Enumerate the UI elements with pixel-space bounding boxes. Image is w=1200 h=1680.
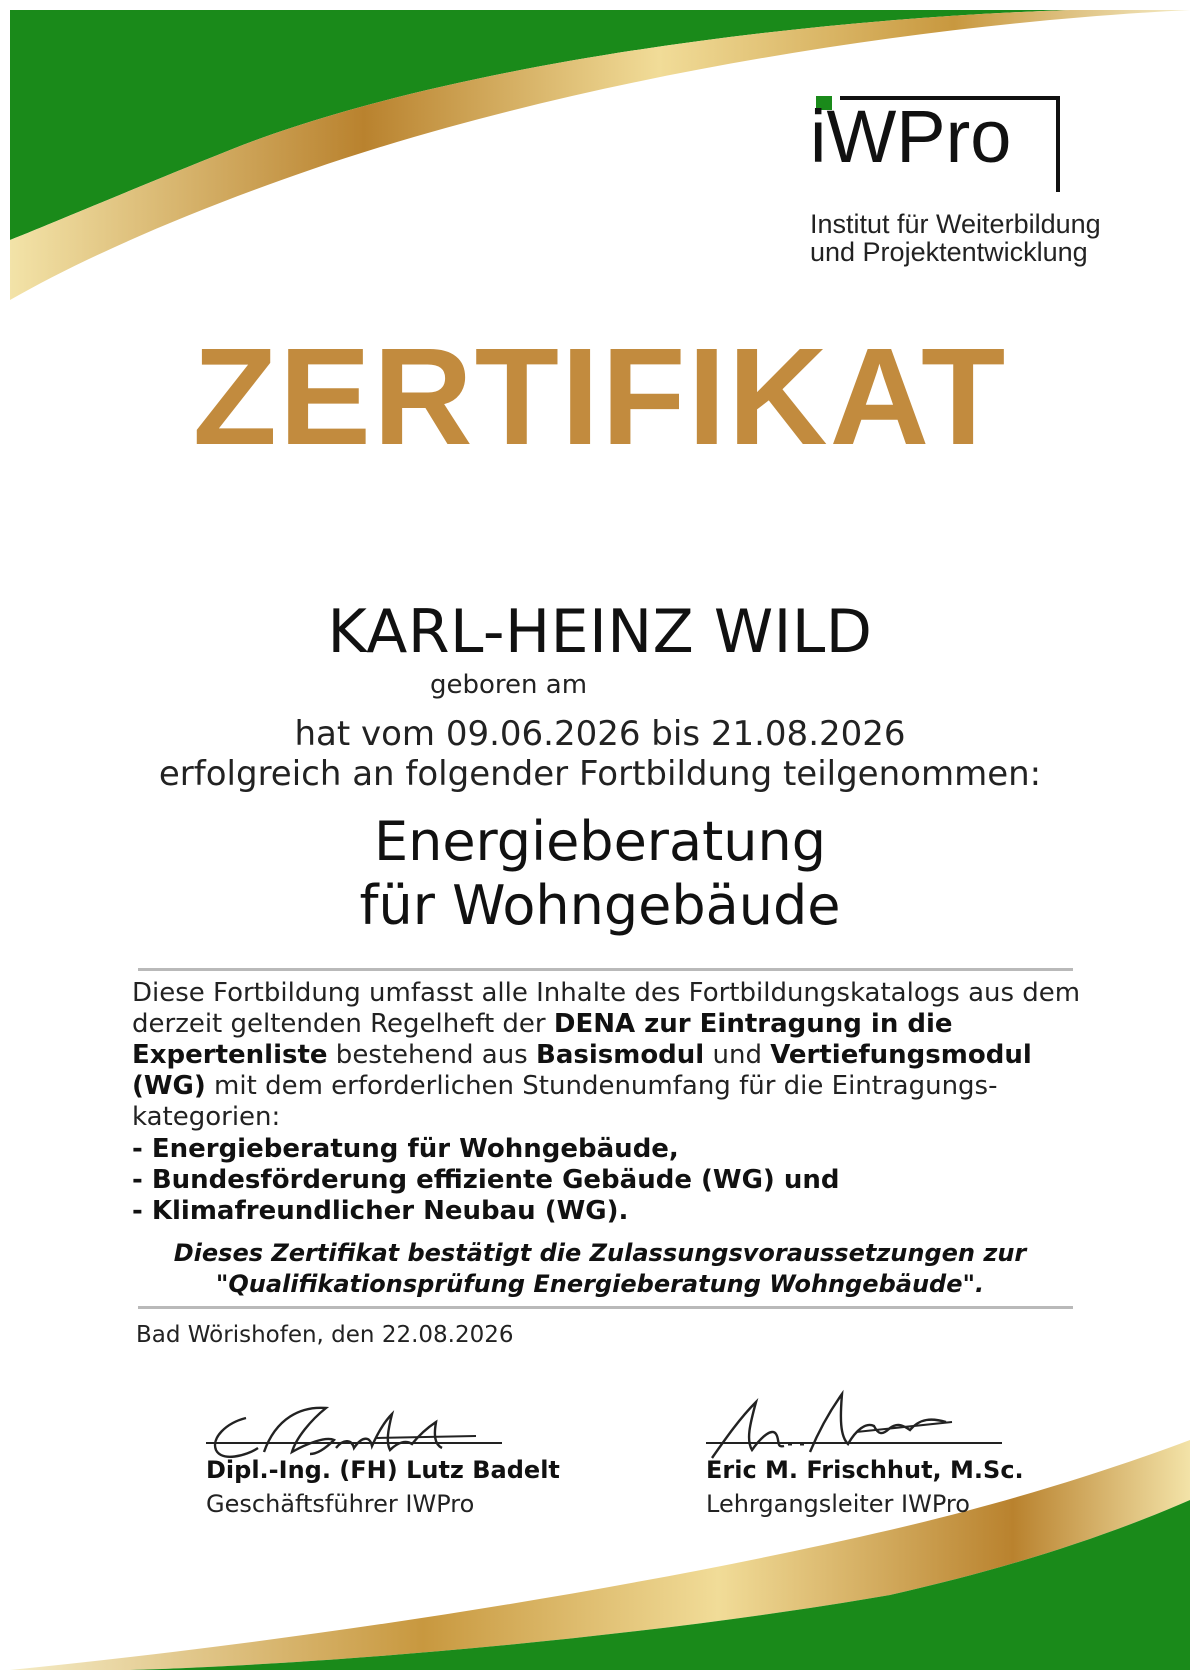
signer-role-left: Geschäftsführer IWPro bbox=[206, 1490, 475, 1518]
course-period: hat vom 09.06.2026 bis 21.08.2026 bbox=[294, 714, 906, 754]
signer-name-left: Dipl.-Ing. (FH) Lutz Badelt bbox=[206, 1456, 560, 1484]
course-description: Diese Fortbildung umfasst alle Inhalte des Fortbildungskatalogs aus dem derzeit geltenden Regelheft der DENA zur Eintragung in die Expertenliste bestehend aus Basismodul und Vertiefungsmodul (WG) mit dem erforderlichen Stundenumfang für die Eintragungs-kategorien: bbox=[132, 978, 1081, 1132]
logo-frame-right bbox=[1056, 96, 1060, 192]
divider-bottom bbox=[138, 1306, 1073, 1309]
place-and-date: Bad Wörishofen, den 22.08.2026 bbox=[136, 1322, 514, 1348]
signer-role-right: Lehrgangsleiter IWPro bbox=[706, 1490, 970, 1518]
category-list bbox=[132, 1134, 1082, 1227]
recipient-name: KARL-HEINZ WILD bbox=[327, 597, 873, 667]
certificate-page bbox=[10, 10, 1190, 1670]
signature-line-left bbox=[206, 1442, 502, 1444]
birth-label: geboren am bbox=[430, 670, 588, 700]
signature-frischhut bbox=[706, 1378, 1016, 1468]
signature-badelt bbox=[206, 1378, 516, 1468]
logo-wordmark: iWPro bbox=[810, 95, 1012, 178]
iwpro-logo bbox=[810, 96, 1150, 276]
list-item: - Klimafreundlicher Neubau (WG). bbox=[132, 1196, 629, 1226]
signer-name-right: Eric M. Frischhut, M.Sc. bbox=[706, 1456, 1024, 1484]
certificate-title: ZERTIFIKAT bbox=[192, 320, 1008, 474]
list-item: - Bundesförderung effiziente Gebäude (WG) und bbox=[132, 1165, 840, 1195]
signature-line-right bbox=[706, 1442, 1002, 1444]
course-title: Energieberatung für Wohngebäude bbox=[359, 810, 841, 937]
confirmation-statement: Dieses Zertifikat bestätigt die Zulassungsvoraussetzungen zur "Qualifikationsprüfung Energieberatung Wohngebäude". bbox=[173, 1239, 1027, 1298]
participation-text: erfolgreich an folgender Fortbildung teilgenommen: bbox=[158, 754, 1042, 794]
logo-subtitle: Institut für Weiterbildung und Projektentwicklung bbox=[810, 209, 1101, 267]
list-item: - Energieberatung für Wohngebäude, bbox=[132, 1134, 679, 1164]
divider-top bbox=[138, 968, 1073, 971]
